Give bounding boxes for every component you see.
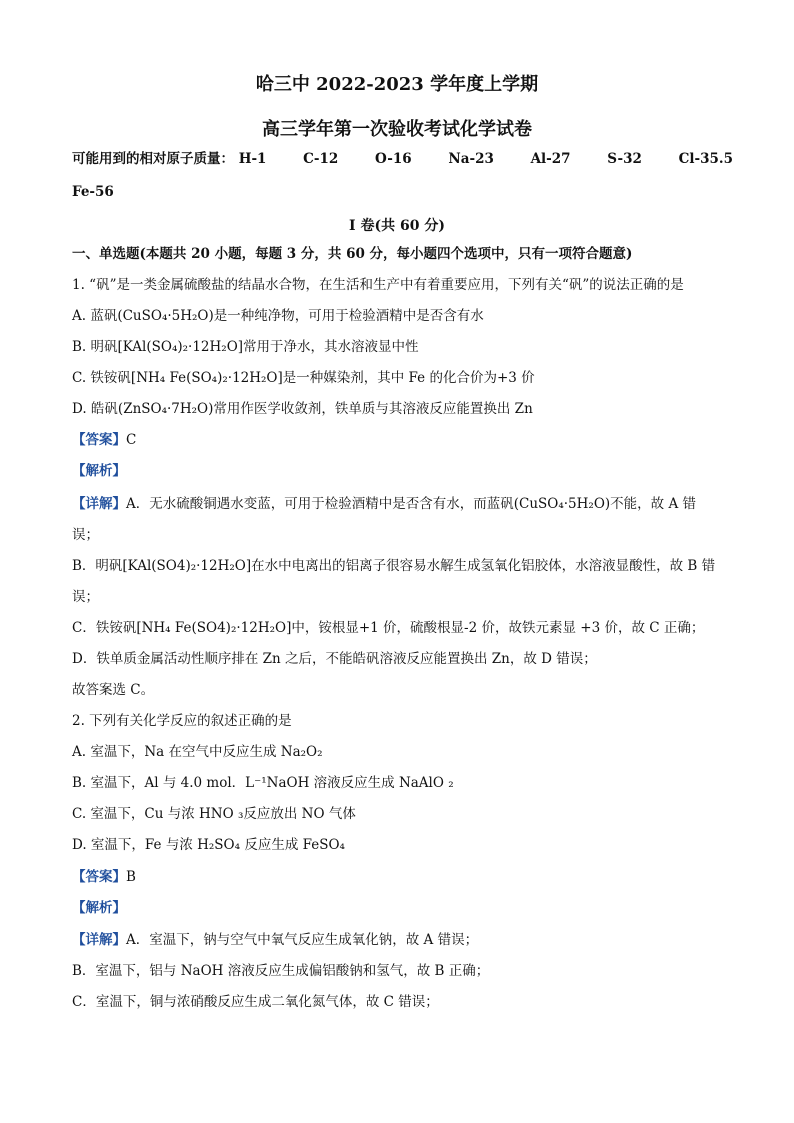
answer-value: B [126, 869, 136, 885]
q2-detail-3: C．室温下，铜与浓硝酸反应生成二氧化氮气体，故 C 错误； [72, 994, 439, 1010]
atomic-mass-item: Na-23 [448, 151, 494, 167]
detail-text: A．室温下，钠与空气中氧气反应生成氧化钠，故 A 错误； [126, 932, 479, 948]
q1-stem: 1. “矾”是一类金属硫酸盐的结晶水合物，在生活和生产中有着重要应用，下列有关“矾”的说法正确的是 [72, 277, 684, 293]
atomic-mass-item: S-32 [607, 151, 642, 167]
q1-option-d: D. 皓矾(ZnSO₄·7H₂O)常用作医学收敛剂，铁单质与其溶液反应能置换出 Zn [72, 401, 533, 417]
analysis-tag: 【解析】 [72, 900, 126, 916]
section-title: I 卷(共 60 分) [349, 218, 445, 234]
detail-tag: 【详解】 [72, 496, 126, 512]
q1-analysis [72, 462, 126, 480]
detail-tag: 【详解】 [72, 932, 126, 948]
analysis-tag: 【解析】 [72, 463, 126, 479]
q1-detail-4: D．铁单质金属活动性顺序排在 Zn 之后，不能皓矾溶液反应能置换出 Zn，故 D 错误； [72, 651, 597, 667]
q2-detail-1 [72, 931, 478, 949]
atomic-mass-wrap: Fe-56 [72, 184, 114, 200]
q2-option-a: A. 室温下，Na 在空气中反应生成 Na₂O₂ [72, 744, 323, 760]
atomic-mass-item: H-1 [238, 151, 267, 167]
q2-detail-2: B．室温下，铝与 NaOH 溶液反应生成偏铝酸钠和氢气，故 B 正确； [72, 963, 490, 979]
q1-detail-3: C．铁铵矾[NH₄ Fe(SO4)₂·12H₂O]中，铵根显+1 价，硫酸根显-2 价，故铁元素显 +3 价，故 C 正确； [72, 620, 705, 636]
section-heading: 一、单选题(本题共 20 小题，每题 3 分，共 60 分，每小题四个选项中，只有一项符合题意) [72, 246, 633, 262]
answer-value: C [126, 432, 137, 448]
detail-text: A．无水硫酸铜遇水变蓝，可用于检验酒精中是否含有水，而蓝矾(CuSO₄·5H₂O)不能，故 A 错 [126, 496, 696, 512]
answer-tag: 【答案】 [72, 432, 126, 448]
exam-subtitle: 高三学年第一次验收考试化学试卷 [262, 119, 532, 140]
q2-analysis [72, 899, 126, 917]
exam-title: 哈三中 2022-2023 学年度上学期 [255, 74, 539, 95]
atomic-mass-item: O-16 [375, 151, 412, 167]
q1-detail-5: 故答案选 C。 [72, 682, 155, 698]
atomic-mass-label: 可能用到的相对原子质量： [72, 151, 234, 167]
q2-stem: 2. 下列有关化学反应的叙述正确的是 [72, 713, 292, 729]
atomic-mass-item: Cl-35.5 [678, 151, 733, 167]
q1-detail-2: B．明矾[KAl(SO4)₂·12H₂O]在水中电离出的铝离子很容易水解生成氢氧化铝胶体，水溶液显酸性，故 B 错 [72, 558, 716, 574]
atomic-mass-line [72, 150, 733, 168]
atomic-mass-item: Al-27 [530, 151, 571, 167]
q1-detail-1 [72, 495, 696, 513]
q2-option-d: D. 室温下，Fe 与浓 H₂SO₄ 反应生成 FeSO₄ [72, 837, 345, 853]
q1-option-a: A. 蓝矾(CuSO₄·5H₂O)是一种纯净物，可用于检验酒精中是否含有水 [72, 308, 484, 324]
q2-option-b: B. 室温下，Al 与 4.0 mol．L⁻¹NaOH 溶液反应生成 NaAlO ₂ [72, 775, 454, 791]
q1-detail-2b: 误； [72, 589, 99, 605]
q2-answer [72, 868, 136, 886]
answer-tag: 【答案】 [72, 869, 126, 885]
q1-option-b: B. 明矾[KAl(SO₄)₂·12H₂O]常用于净水，其水溶液显中性 [72, 339, 419, 355]
q1-answer [72, 431, 136, 449]
q1-option-c: C. 铁铵矾[NH₄ Fe(SO₄)₂·12H₂O]是一种媒染剂，其中 Fe 的化合价为+3 价 [72, 370, 535, 386]
q1-detail-1b: 误； [72, 527, 99, 543]
q2-option-c: C. 室温下，Cu 与浓 HNO ₃反应放出 NO 气体 [72, 806, 356, 822]
atomic-mass-item: C-12 [303, 151, 339, 167]
